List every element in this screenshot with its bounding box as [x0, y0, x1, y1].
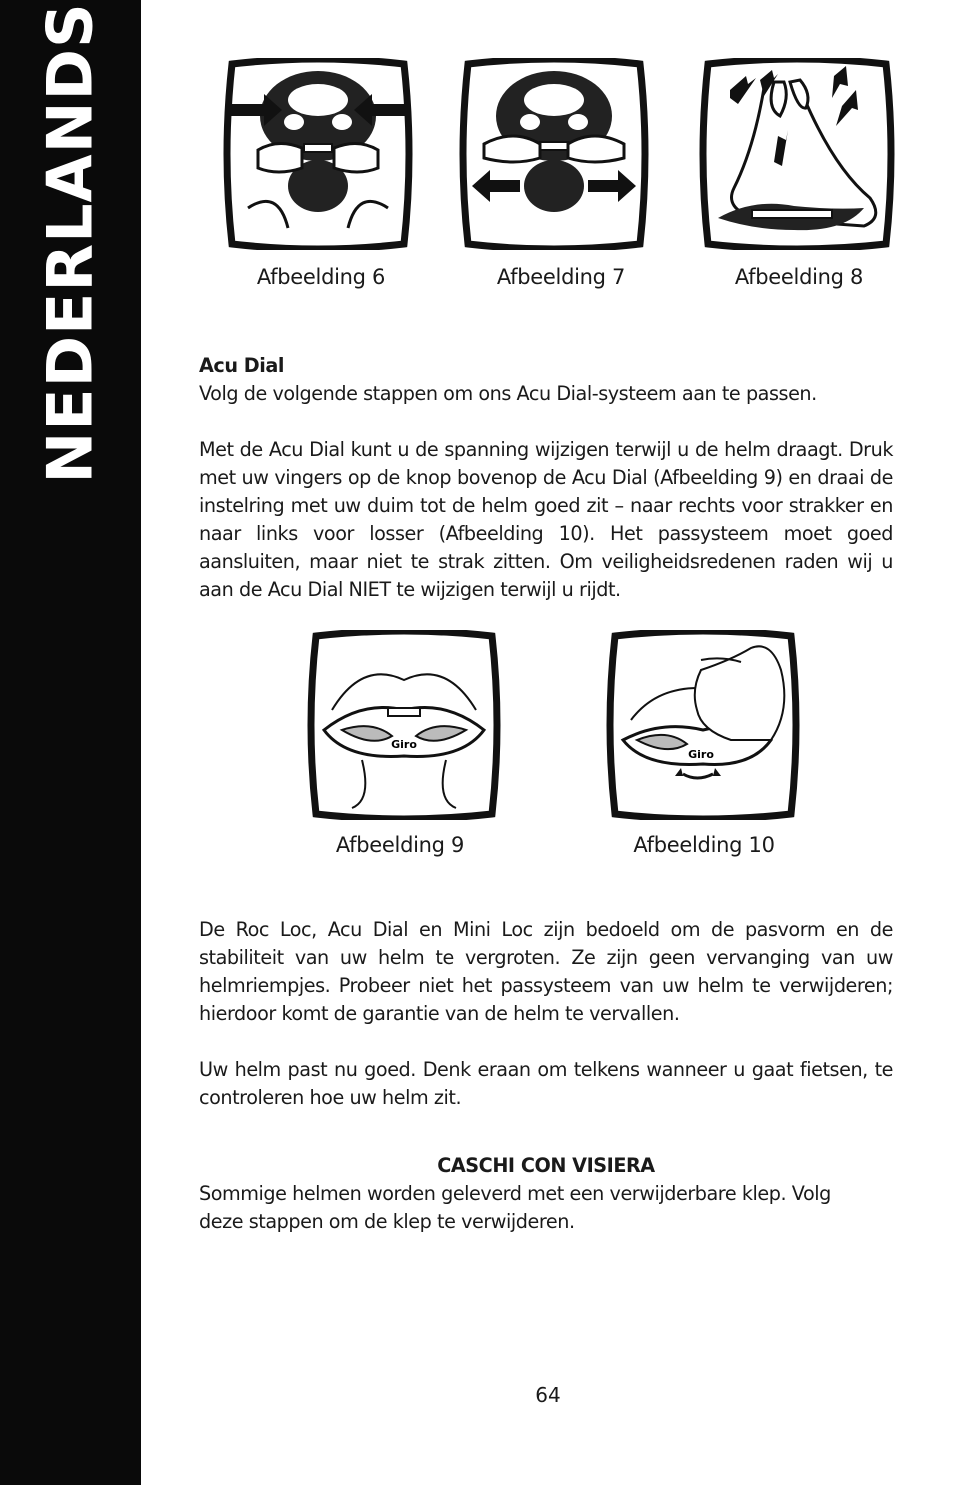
figure-9-caption: Afbeelding 9 [335, 833, 465, 857]
figure-10-giro-logo: Giro [688, 748, 714, 761]
figure-8-caption: Afbeelding 8 [734, 265, 864, 289]
figure-8-illustration [694, 58, 900, 250]
acu-dial-intro: Volg de volgende stappen om ons Acu Dial-systeem aan te passen. [199, 382, 817, 405]
sidebar-language-title: NEDERLANDS [33, 2, 107, 484]
acu-dial-body: Met de Acu Dial kunt u de spanning wijzigen terwijl u de helm draagt. Druk met uw vingers op de knop bovenop de Acu Dial (Afbeelding 9) en draai de instelring met uw duim tot de helm goed zit – naar rechts voor strakker en naar links voor losser (Afbeelding 10). Het passysteem moet goed aansluiten, maar niet te strak zitten. Om veiligheidsredenen raden wij u aan de Acu Dial NIET te wijzigen terwijl u rijdt. [199, 438, 893, 601]
figure-9-giro-logo: Giro [391, 738, 417, 751]
language-sidebar [0, 0, 141, 1485]
figure-10-illustration [601, 630, 805, 820]
figure-7-illustration [454, 58, 654, 250]
figure-6-illustration [218, 58, 418, 250]
acu-dial-heading: Acu Dial [199, 354, 284, 377]
figure-10-caption: Afbeelding 10 [633, 833, 775, 857]
visor-body: Sommige helmen worden geleverd met een verwijderbare klep. Volg deze stappen om de klep te verwijderen. [199, 1182, 831, 1233]
roc-loc-paragraph: De Roc Loc, Acu Dial en Mini Loc zijn bedoeld om de pasvorm en de stabiliteit van uw helm te vergroten. Ze zijn geen vervanging van uw helmriempjes. Probeer niet het passysteem van uw helm te verwijderen; hierdoor komt de garantie van de helm te vervallen. [199, 918, 893, 1025]
visor-heading: CASCHI CON VISIERA [437, 1154, 655, 1177]
figure-6-caption: Afbeelding 6 [256, 265, 386, 289]
figure-7-caption: Afbeelding 7 [496, 265, 626, 289]
page-number: 64 [535, 1383, 561, 1407]
fit-check-paragraph: Uw helm past nu goed. Denk eraan om telkens wanneer u gaat fietsen, te controleren hoe uw helm zit. [199, 1058, 893, 1109]
figure-9-illustration [302, 630, 506, 820]
